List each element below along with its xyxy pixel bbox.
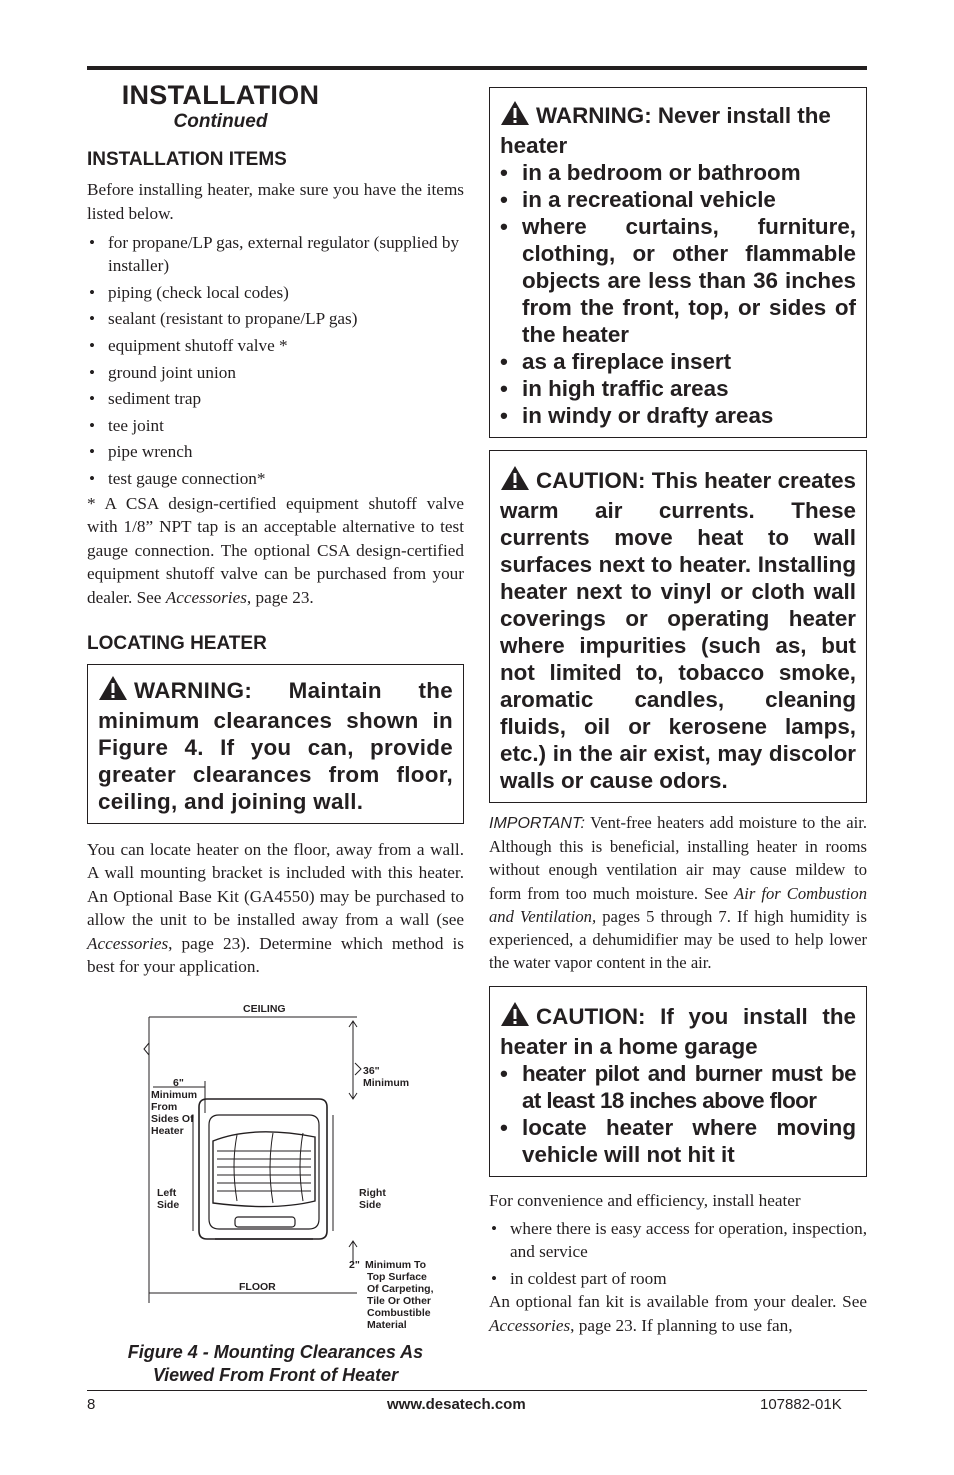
shutoff-valve-footnote: * A CSA design-certified equipment shutoff valve with 1/8” NPT tap is an acceptable alternative to test gauge connection. The optional CSA design-certified equipment shutoff valve can be purchased from your dealer. See Accessories, page 23. (87, 493, 464, 607)
left-column (87, 80, 464, 1387)
right-column (489, 87, 867, 1337)
garage-caution-box: CAUTION: If you install the heater in a home garage • heater pilot and burner must be at least 18 inches above floor • locate heater where moving vehicle will not hit it (489, 986, 867, 1177)
installation-items-heading: INSTALLATION ITEMS (87, 149, 287, 170)
installation-items-intro: Before installing heater, make sure you have the items listed below. (87, 180, 464, 223)
warning-icon (500, 465, 530, 497)
accessories-ref: Accessories (165, 587, 247, 607)
list-item: • in a recreational vehicle (500, 186, 856, 213)
warm-air-caution-box: CAUTION: This heater creates warm air currents. These currents move heat to wall surfaces next to heater. Installing heater next to vinyl or cloth wall coverings or operating heater where impurities (such as, but not limited to, tobacco smoke, aromatic candles, cleaning fluids, oil or kerosene lamps, etc.) in the air exist, may discolor walls or cause odors. (489, 450, 867, 803)
never-install-warning-box: WARNING: Never install the heater • in a bedroom or bathroom • in a recreational vehicle • where curtains, furniture, clothing, or other flammable objects are less than 36 inches from the front, top, or sides of the heater • as a fireplace insert • in high traffic areas • in windy or drafty areas (489, 87, 867, 438)
right-side-label: Right Side (359, 1187, 386, 1212)
list-item: • piping (check local codes) (87, 281, 464, 304)
list-item: • for propane/LP gas, external regulator (supplied by installer) (87, 231, 464, 277)
list-item: • ground joint union (87, 361, 464, 384)
section-title: INSTALLATION (121, 80, 320, 110)
warning-icon (500, 1001, 530, 1033)
website-link[interactable]: www.desatech.com (387, 1396, 526, 1413)
page-number: 8 (87, 1396, 96, 1413)
convenience-intro: For convenience and efficiency, install heater (489, 1191, 801, 1211)
locating-heater-heading: LOCATING HEATER (87, 632, 267, 654)
list-item: • in windy or drafty areas (500, 402, 856, 429)
list-item: • as a fireplace insert (500, 348, 856, 375)
mounting-clearances-figure (87, 1003, 464, 1343)
accessories-ref: Accessories (87, 933, 169, 953)
list-item: • in a bedroom or bathroom (500, 159, 856, 186)
document-number: 107882-01K (760, 1396, 842, 1413)
list-item: • where there is easy access for operation, inspection, and service (489, 1217, 867, 1263)
figure-caption: Figure 4 - Mounting Clearances As Viewed From Front of Heater (127, 1342, 424, 1386)
list-item: • sealant (resistant to propane/LP gas) (87, 307, 464, 330)
list-item: • pipe wrench (87, 440, 464, 463)
floor-label: FLOOR (239, 1281, 276, 1294)
list-item: • heater pilot and burner must be at least 18 inches above floor (500, 1060, 856, 1114)
bottom-rule (87, 1390, 867, 1391)
never-install-list (500, 159, 856, 429)
ceiling-label: CEILING (243, 1003, 286, 1016)
installation-items-list (87, 231, 464, 490)
bottom-clearance-label: 2" Minimum To Top Surface Of Carpeting, Tile Or Other Combustible Material (349, 1259, 434, 1332)
ventilation-ref: Air for Combustion and Ventilation, (489, 883, 867, 926)
list-item: • locate heater where moving vehicle will not hit it (500, 1114, 856, 1168)
locating-paragraph: You can locate heater on the floor, away from a wall. A wall mounting bracket is included with this heater. An Optional Base Kit (GA4550) may be purchased to allow the unit to be installed away from a wall (see Accessories, page 23). Determine which method is best for your application. (87, 839, 464, 977)
clearance-warning-box: WARNING: Maintain the minimum clearances shown in Figure 4. If you can, provide greater clearances from floor, ceiling, and joining wall. (87, 664, 464, 824)
list-item: • tee joint (87, 414, 464, 437)
top-rule (87, 66, 867, 70)
list-item: • where curtains, furniture, clothing, or other flammable objects are less than 36 inches from the front, top, or sides of the heater (500, 213, 856, 348)
convenience-list (489, 1217, 867, 1290)
list-item: • sediment trap (87, 387, 464, 410)
garage-caution-list (500, 1060, 856, 1168)
top-clearance-label: 36" Minimum (363, 1065, 410, 1090)
fan-kit-paragraph: An optional fan kit is available from your dealer. See Accessories, page 23. If planning to use fan, (489, 1292, 867, 1335)
warning-icon (98, 675, 128, 707)
important-paragraph: IMPORTANT: Vent-free heaters add moisture to the air. Although this is beneficial, installing heater in rooms without enough ventilation air may cause mildew to form from too much moisture. See Air for Combustion and Ventilation, pages 5 through 7. If high humidity is experienced, a dehumidifier may be used to help lower the water vapor content in the air. (489, 813, 867, 973)
left-side-label: Left Side (157, 1187, 180, 1212)
list-item: • test gauge connection* (87, 467, 464, 490)
warning-icon (500, 100, 530, 132)
side-clearance-label: 6" Minimum From Sides Of Heater (151, 1077, 198, 1138)
list-item: • in high traffic areas (500, 375, 856, 402)
list-item: • in coldest part of room (489, 1267, 867, 1290)
section-subtitle: Continued (173, 111, 268, 132)
list-item: • equipment shutoff valve * (87, 334, 464, 357)
accessories-ref: Accessories (489, 1315, 571, 1335)
